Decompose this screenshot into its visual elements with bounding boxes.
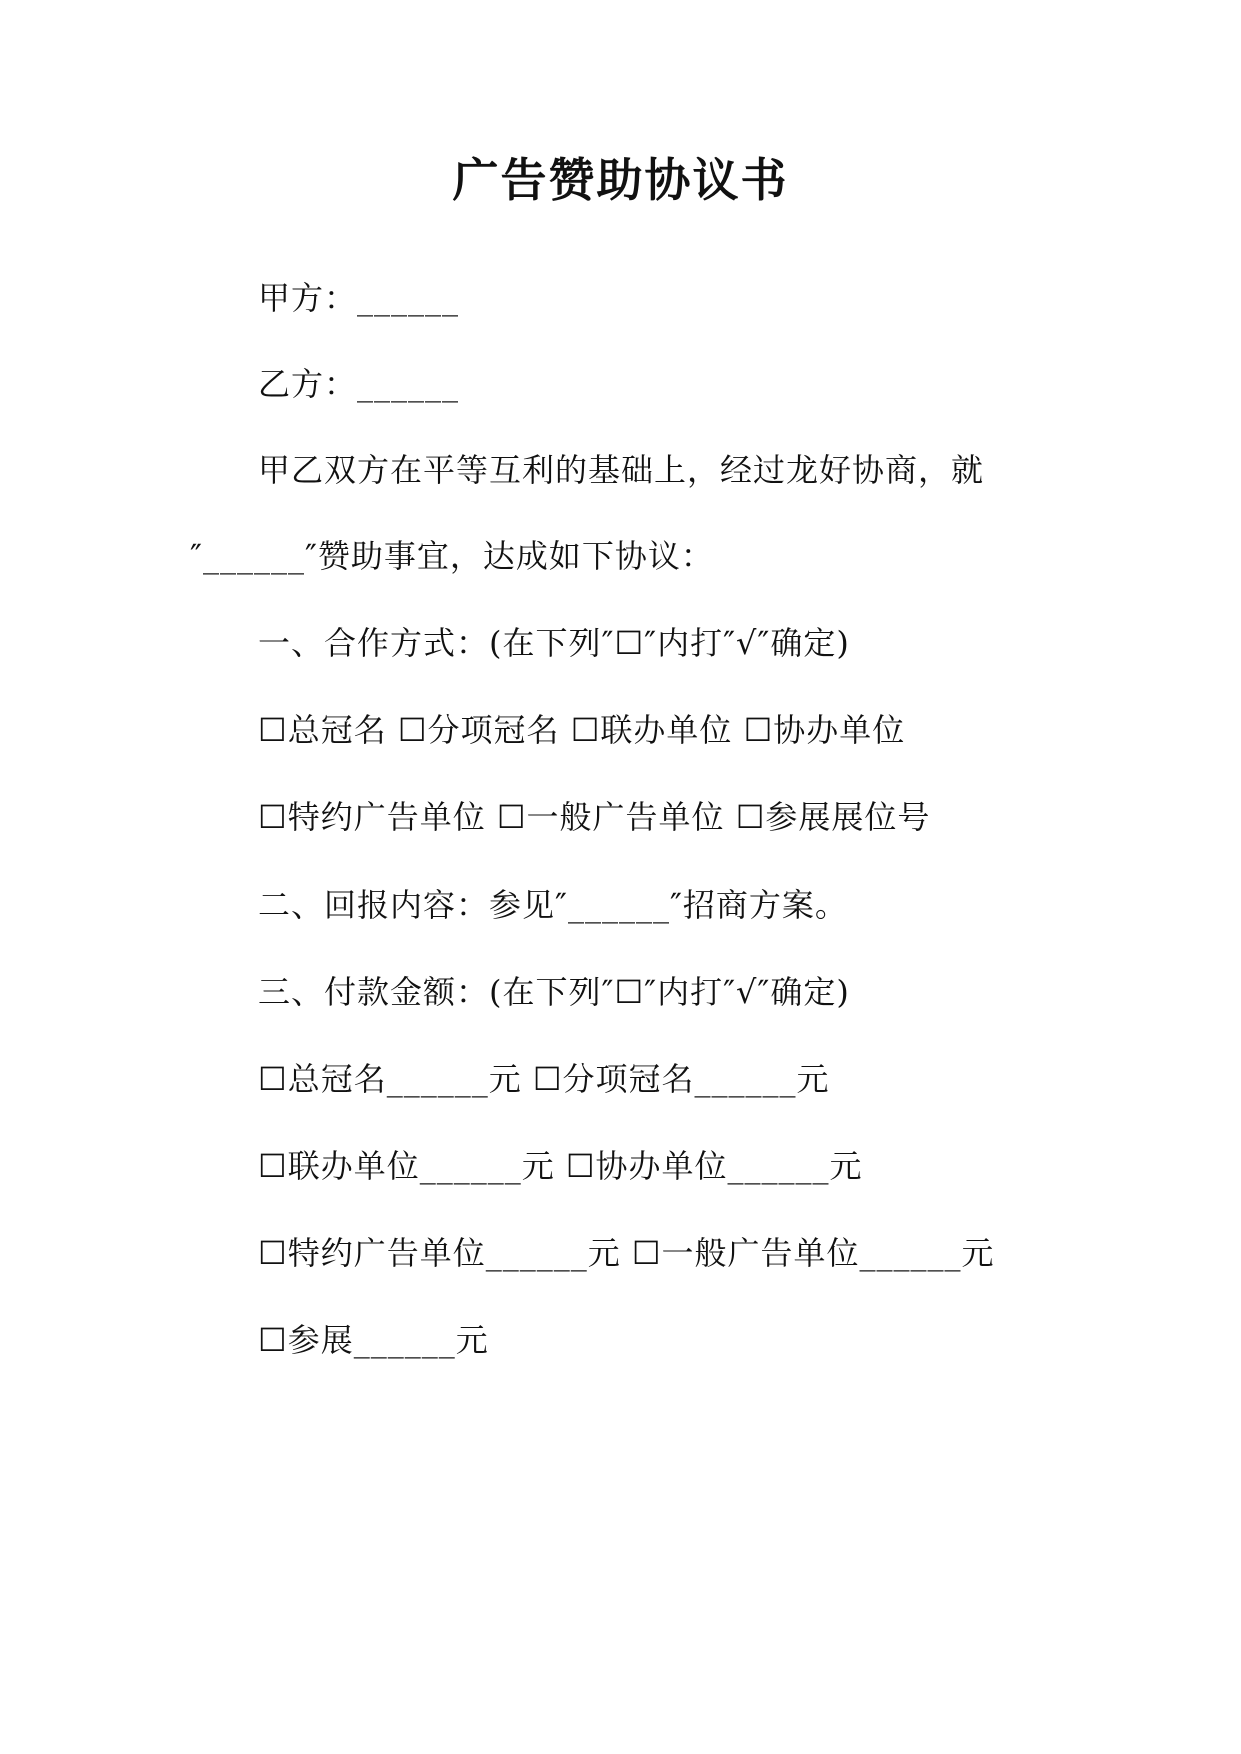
section-2-heading: 二、回报内容：参见″______″招商方案。 (258, 886, 848, 924)
party-a-line: 甲方：______ (258, 279, 460, 317)
intro-paragraph-line-1: 甲乙双方在平等互利的基础上，经过龙好协商，就 (258, 451, 985, 489)
cooperation-options-row-1: ☐总冠名 ☐分项冠名 ☐联办单位 ☐协办单位 (258, 711, 906, 749)
section-3-heading: 三、付款金额：(在下列″☐″内打″√″确定) (258, 973, 850, 1011)
party-b-line: 乙方：______ (258, 365, 460, 403)
payment-options-row-4: ☐参展______元 (258, 1321, 489, 1359)
cooperation-options-row-2: ☐特约广告单位 ☐一般广告单位 ☐参展展位号 (258, 798, 931, 836)
intro-paragraph-line-2: ″______″赞助事宜，达成如下协议： (190, 537, 714, 575)
payment-options-row-1: ☐总冠名______元 ☐分项冠名______元 (258, 1060, 830, 1098)
payment-options-row-3: ☐特约广告单位______元 ☐一般广告单位______元 (258, 1234, 995, 1272)
payment-options-row-2: ☐联办单位______元 ☐协办单位______元 (258, 1147, 863, 1185)
section-1-heading: 一、合作方式：(在下列″☐″内打″√″确定) (258, 624, 850, 662)
document-title: 广告赞助协议书 (452, 153, 789, 207)
